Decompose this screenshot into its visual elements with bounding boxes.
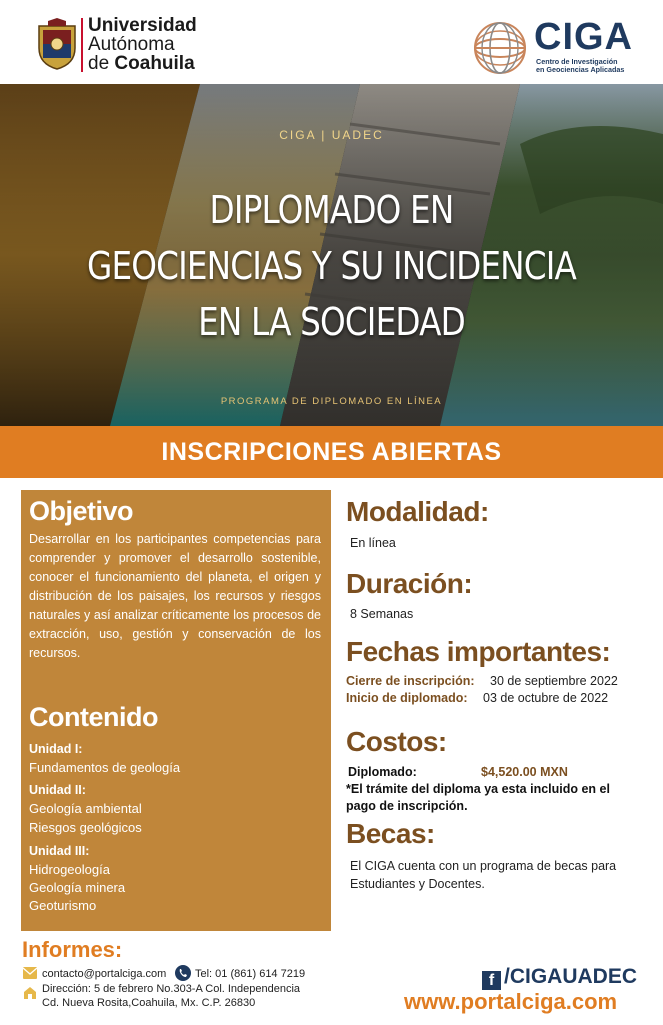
ciga-subtitle-line-2: en Geociencias Aplicadas: [536, 65, 625, 74]
header: [0, 0, 663, 84]
hero-title: [46, 182, 616, 350]
ciga-subtitle-line-1: Centro de Investigación: [536, 57, 618, 66]
uadec-wordmark: [88, 16, 197, 73]
unit-3-item-3: Geoturismo: [29, 898, 97, 913]
unit-3-item-1: Hidrogeología: [29, 862, 110, 877]
uadec-line-1: Universidad: [88, 15, 197, 36]
phone-number[interactable]: Tel: 01 (861) 614 7219: [195, 968, 306, 980]
facebook-icon: f: [482, 971, 501, 990]
uadec-shield-logo: [36, 18, 78, 70]
unit-2-title: Unidad II:: [29, 783, 86, 797]
fecha-cierre-value: 30 de septiembre 2022: [490, 674, 618, 688]
hero-title-line-2: GEOCIENCIAS Y SU INCIDENCIA: [87, 244, 576, 288]
informes-heading: Informes:: [22, 937, 123, 962]
fecha-inicio-label: Inicio de diplomado:: [346, 691, 468, 705]
uadec-line-3b: Coahuila: [114, 53, 195, 74]
unit-3-item-2: Geología minera: [29, 880, 126, 895]
becas-text: El CIGA cuenta con un programa de becas para Estudiantes y Docentes.: [350, 859, 617, 891]
costos-heading: Costos:: [346, 726, 447, 757]
objetivo-heading: Objetivo: [29, 496, 134, 526]
costo-label: Diplomado:: [348, 765, 417, 779]
unit-2-item-1: Geología ambiental: [29, 801, 142, 816]
duracion-heading: Duración:: [346, 568, 473, 599]
registration-banner: [0, 426, 663, 478]
uadec-line-3a: de: [88, 53, 110, 74]
costo-note: *El trámite del diploma ya esta incluido en el pago de inscripción.: [346, 782, 610, 813]
email-link[interactable]: contacto@portalciga.com: [42, 968, 167, 980]
modalidad-heading: Modalidad:: [346, 496, 489, 527]
fechas-heading: Fechas importantes:: [346, 636, 611, 667]
address-line-1: Dirección: 5 de febrero No.303-A Col. Independencia: [42, 983, 301, 995]
hero-banner: [0, 84, 663, 426]
ciga-globe-logo: [472, 20, 528, 76]
unit-2-item-2: Riesgos geológicos: [29, 820, 142, 835]
objetivo-text: Desarrollar en los participantes competencias para comprender y promover el desarrollo sostenible, conocer el funcionamiento del planeta, el origen y distribución de los paisajes, los recursos y riesgos naturales y así analizar críticamente los procesos de extracción, uso, gestión y conservación de los recursos.: [29, 532, 321, 660]
location-icon: [22, 985, 38, 1001]
facebook-handle[interactable]: [482, 965, 637, 990]
contenido-heading: Contenido: [29, 702, 158, 732]
hero-title-line-3: EN LA SOCIEDAD: [198, 300, 465, 344]
modalidad-value: En línea: [350, 536, 396, 550]
hero-tagline: CIGA | UADEC: [279, 128, 384, 142]
unit-3-title: Unidad III:: [29, 844, 90, 858]
address-line-2: Cd. Nueva Rosita,Coahuila, Mx. C.P. 26830: [42, 997, 256, 1009]
objective-content-panel: [21, 490, 331, 931]
unit-1-item-1: Fundamentos de geología: [29, 760, 181, 775]
whatsapp-icon: [174, 964, 192, 982]
unit-1-title: Unidad I:: [29, 742, 83, 756]
hero-subtitle: PROGRAMA DE DIPLOMADO EN LÍNEA: [220, 396, 443, 407]
uadec-divider: [81, 18, 83, 72]
costo-price: $4,520.00 MXN: [481, 765, 568, 779]
becas-heading: Becas:: [346, 818, 435, 849]
ciga-subtitle: [536, 58, 646, 74]
fecha-inicio-value: 03 de octubre de 2022: [483, 691, 609, 705]
hero-title-line-1: DIPLOMADO EN: [209, 188, 454, 232]
fecha-cierre-label: Cierre de inscripción:: [346, 674, 475, 688]
email-icon: [22, 966, 38, 980]
facebook-handle-text: /CIGAUADEC: [504, 965, 638, 988]
duracion-value: 8 Semanas: [350, 607, 414, 621]
registration-banner-text: INSCRIPCIONES ABIERTAS: [161, 438, 502, 466]
website-link[interactable]: www.portalciga.com: [404, 989, 618, 1014]
uadec-line-2: Autónoma: [88, 34, 175, 55]
ciga-wordmark: CIGA: [534, 16, 633, 58]
